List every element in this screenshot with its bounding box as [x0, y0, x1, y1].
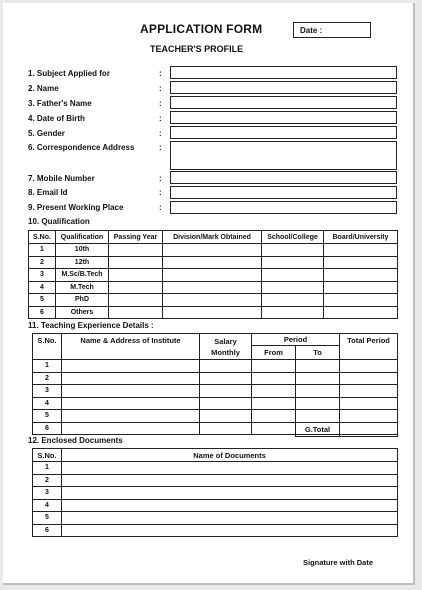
name-label: 2. Name [28, 84, 59, 93]
exp-cell[interactable] [296, 397, 340, 410]
exp-cell[interactable] [252, 372, 296, 385]
gender-colon: : [159, 129, 162, 138]
qual-cell[interactable] [163, 256, 262, 269]
qual-name: 10th [56, 244, 109, 257]
address-colon: : [159, 143, 162, 152]
doc-cell[interactable] [62, 487, 398, 500]
qual-cell[interactable] [109, 306, 163, 319]
signature-label: Signature with Date [303, 558, 374, 567]
exp-header-institute: Name & Address of Institute [62, 334, 200, 360]
exp-cell[interactable] [62, 397, 200, 410]
qual-cell[interactable] [109, 294, 163, 307]
qual-cell[interactable] [109, 244, 163, 257]
qual-header-division: Division/Mark Obtained [163, 231, 262, 244]
qual-sno: 3 [29, 269, 56, 282]
grand-total-input[interactable] [340, 423, 398, 437]
mobile-input[interactable] [170, 171, 397, 184]
doc-cell[interactable] [62, 474, 398, 487]
exp-cell[interactable] [296, 360, 340, 373]
exp-sno: 6 [33, 422, 62, 435]
email-label: 8. Email Id [28, 188, 68, 197]
father-name-colon: : [159, 99, 162, 108]
qual-sno: 4 [29, 281, 56, 294]
working-place-label: 9. Present Working Place [28, 203, 124, 212]
exp-header-from: From [252, 346, 296, 360]
name-input[interactable] [170, 81, 397, 94]
form-subtitle: TEACHER'S PROFILE [150, 44, 244, 54]
documents-heading: 12. Enclosed Documents [28, 436, 123, 445]
qual-header-sno: S.No. [29, 231, 56, 244]
doc-sno: 5 [33, 512, 62, 525]
qual-cell[interactable] [262, 256, 324, 269]
exp-header-total: Total Period [340, 334, 398, 360]
working-place-colon: : [159, 203, 162, 212]
experience-heading: 11. Teaching Experience Details : [28, 321, 154, 330]
qual-sno: 5 [29, 294, 56, 307]
doc-sno: 1 [33, 462, 62, 475]
doc-header-sno: S.No. [33, 449, 62, 462]
exp-cell[interactable] [340, 360, 398, 373]
qual-cell[interactable] [163, 269, 262, 282]
qualification-table [28, 230, 398, 319]
table-row [29, 281, 398, 294]
exp-header-sno: S.No. [33, 334, 62, 360]
form-title: APPLICATION FORM [140, 22, 263, 36]
doc-header-name: Name of Documents [62, 449, 398, 462]
exp-cell[interactable] [340, 385, 398, 398]
subject-input[interactable] [170, 66, 397, 79]
exp-cell[interactable] [340, 410, 398, 423]
exp-cell[interactable] [62, 422, 200, 435]
exp-sno: 5 [33, 410, 62, 423]
table-row [33, 499, 398, 512]
qual-cell[interactable] [262, 244, 324, 257]
doc-cell[interactable] [62, 499, 398, 512]
qual-cell[interactable] [163, 306, 262, 319]
qual-sno: 6 [29, 306, 56, 319]
gender-input[interactable] [170, 126, 397, 139]
table-row [33, 462, 398, 475]
table-row [33, 487, 398, 500]
qual-name: PhD [56, 294, 109, 307]
email-colon: : [159, 188, 162, 197]
subject-colon: : [159, 69, 162, 78]
exp-sno: 4 [33, 397, 62, 410]
mobile-colon: : [159, 174, 162, 183]
qual-sno: 1 [29, 244, 56, 257]
table-row [29, 244, 398, 257]
table-row [29, 306, 398, 319]
documents-table [32, 448, 398, 537]
qual-cell[interactable] [324, 281, 398, 294]
subject-label: 1. Subject Applied for [28, 69, 110, 78]
qual-cell[interactable] [163, 294, 262, 307]
exp-header-salary: Salary Monthly [200, 334, 252, 360]
application-form-page [3, 3, 415, 585]
dob-input[interactable] [170, 111, 397, 124]
exp-cell[interactable] [200, 372, 252, 385]
qual-name: M.Tech [56, 281, 109, 294]
table-row [29, 269, 398, 282]
qual-cell[interactable] [262, 306, 324, 319]
exp-cell[interactable] [62, 360, 200, 373]
doc-sno: 3 [33, 487, 62, 500]
qualification-heading: 10. Qualification [28, 217, 90, 226]
table-row [33, 410, 398, 423]
exp-cell[interactable] [200, 385, 252, 398]
exp-cell[interactable] [200, 397, 252, 410]
table-row [29, 256, 398, 269]
qual-header-qualification: Qualification [56, 231, 109, 244]
exp-sno: 1 [33, 360, 62, 373]
doc-cell[interactable] [62, 462, 398, 475]
experience-total-table [295, 422, 398, 437]
table-row [33, 512, 398, 525]
qual-cell[interactable] [324, 244, 398, 257]
doc-cell[interactable] [62, 512, 398, 525]
qual-cell[interactable] [262, 294, 324, 307]
qual-cell[interactable] [324, 294, 398, 307]
qual-header-school: School/College [262, 231, 324, 244]
qual-cell[interactable] [163, 244, 262, 257]
exp-cell[interactable] [340, 397, 398, 410]
table-row [29, 294, 398, 307]
exp-sno: 3 [33, 385, 62, 398]
table-row [33, 397, 398, 410]
qual-name: M.Sc/B.Tech [56, 269, 109, 282]
exp-cell[interactable] [200, 360, 252, 373]
qual-name: Others [56, 306, 109, 319]
exp-cell[interactable] [62, 385, 200, 398]
doc-cell[interactable] [62, 524, 398, 537]
exp-cell[interactable] [340, 372, 398, 385]
doc-sno: 6 [33, 524, 62, 537]
qual-cell[interactable] [109, 281, 163, 294]
table-row [33, 474, 398, 487]
working-place-input[interactable] [170, 201, 397, 214]
exp-cell[interactable] [252, 397, 296, 410]
address-label: 6. Correspondence Address [28, 143, 135, 152]
qual-name: 12th [56, 256, 109, 269]
exp-cell[interactable] [252, 360, 296, 373]
qual-cell[interactable] [262, 269, 324, 282]
exp-cell[interactable] [252, 385, 296, 398]
exp-cell[interactable] [62, 410, 200, 423]
dob-label: 4. Date of Birth [28, 114, 85, 123]
dob-colon: : [159, 114, 162, 123]
exp-header-to: To [296, 346, 340, 360]
email-input[interactable] [170, 186, 397, 199]
qual-header-board: Board/University [324, 231, 398, 244]
gender-label: 5. Gender [28, 129, 65, 138]
exp-cell[interactable] [62, 372, 200, 385]
date-field[interactable]: Date : [293, 22, 371, 38]
table-row [33, 360, 398, 373]
qual-cell[interactable] [324, 269, 398, 282]
grand-total-label: G.Total [296, 423, 340, 437]
qual-cell[interactable] [163, 281, 262, 294]
doc-sno: 2 [33, 474, 62, 487]
exp-cell[interactable] [200, 410, 252, 423]
qual-cell[interactable] [109, 256, 163, 269]
table-row [33, 385, 398, 398]
exp-cell[interactable] [296, 410, 340, 423]
exp-header-period: Period [252, 334, 340, 346]
father-name-label: 3. Father's Name [28, 99, 92, 108]
experience-table [32, 333, 398, 435]
name-colon: : [159, 84, 162, 93]
mobile-label: 7. Mobile Number [28, 174, 95, 183]
exp-cell[interactable] [252, 410, 296, 423]
exp-cell[interactable] [296, 372, 340, 385]
exp-cell[interactable] [200, 422, 252, 435]
qual-cell[interactable] [109, 269, 163, 282]
exp-cell[interactable] [296, 385, 340, 398]
doc-sno: 4 [33, 499, 62, 512]
address-input[interactable] [170, 141, 397, 170]
qual-cell[interactable] [324, 256, 398, 269]
exp-sno: 2 [33, 372, 62, 385]
table-row [33, 372, 398, 385]
qual-cell[interactable] [324, 306, 398, 319]
qual-cell[interactable] [262, 281, 324, 294]
qual-sno: 2 [29, 256, 56, 269]
father-name-input[interactable] [170, 96, 397, 109]
qual-header-passing-year: Passing Year [109, 231, 163, 244]
exp-cell[interactable] [252, 422, 296, 435]
table-row [33, 524, 398, 537]
